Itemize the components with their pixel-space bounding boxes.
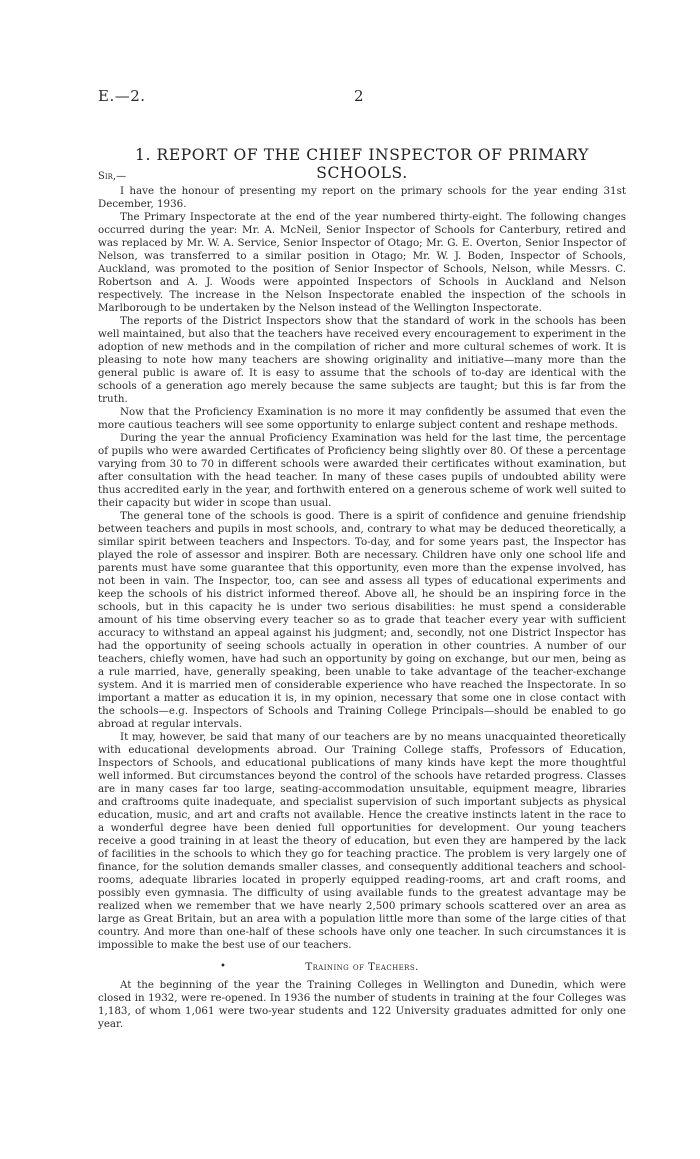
section-marker: • bbox=[220, 961, 227, 972]
paragraph: During the year the annual Proficiency Examination was held for the last time, the percentage of pupils who were awarded Certificates of Proficiency being slightly over 80. Of these a percentage varying from 30 to 70 in different schools were awarded their certificates without examination, but after consultation with the head teacher. In many of these cases pupils of undoubted ability were thus accredited early in the year, and forthwith entered on a generous scheme of work well suited to their capacity but wider in scope than usual. bbox=[98, 432, 626, 509]
report-title: 1. REPORT OF THE CHIEF INSPECTOR OF PRIMARY SCHOOLS. bbox=[135, 146, 589, 182]
paragraph: The reports of the District Inspectors show that the standard of work in the schools has been well maintained, but also that the teachers have received every encouragement to experiment in the adoption of new methods and in the compilation of richer and more cultural schemes of work. It is pleasing to note how many teachers are showing originality and initiative—many more than the general public is aware of. It is easy to assume that the schools of to-day are identical with the schools of a generation ago merely because the same subjects are taught; but this is far from the truth. bbox=[98, 315, 626, 405]
paragraph: The general tone of the schools is good. There is a spirit of confidence and genuine friendship between teachers and pupils in most schools, and, contrary to what may be deduced theoretically, a similar spirit between teachers and Inspectors. To-day, and for some years past, the Inspector has played the role of assessor and inspirer. Both are necessary. Children have only one school life and parents must have some guarantee that this opportunity, even more than the expense involved, has not been in vain. The Inspector, too, can see and assess all types of educational experiments and keep the schools of his district informed thereof. Above all, he should be an inspiring force in the schools, but in this capacity he is under two serious disabilities: he must spend a considerable amount of his time observing every teacher so as to grade that teacher every year with sufficient accuracy to withstand an appeal against his judgment; and, secondly, not one District Inspector has had the opportunity of seeing schools actually in operation in other countries. A number of our teachers, chiefly women, have had such an opportunity by going on exchange, but our men, being as a rule married, have, generally speaking, been unable to take advantage of the teacher-exchange system. And it is married men of considerable experience who have reached the Inspectorate. In so important a matter as education it is, in my opinion, necessary that some one in close contact with the schools—e.g. Inspectors of Schools and Training College Principals—should be enabled to go abroad at regular intervals. bbox=[98, 510, 626, 730]
paragraph: At the beginning of the year the Training Colleges in Wellington and Dunedin, which were closed in 1932, were re-opened. In 1936 the number of students in training at the four Colleges was 1,183, of whom 1,061 were two-year students and 122 University graduates admitted for only one year. bbox=[98, 979, 626, 1030]
section-heading: Training of Teachers. bbox=[305, 961, 419, 973]
paragraph: Now that the Proficiency Examination is no more it may confidently be assumed that even the more cautious teachers will see some opportunity to enlarge subject content and reshape methods. bbox=[98, 406, 626, 431]
section-heading-wrapper bbox=[98, 961, 626, 974]
paragraph: The Primary Inspectorate at the end of the year numbered thirty-eight. The following changes occurred during the year: Mr. A. McNeil, Senior Inspector of Schools for Canterbury, retired and was replaced by Mr. W. A. Service, Senior Inspector of Otago; Mr. G. E. Overton, Senior Inspector of Nelson, was transferred to a similar position in Otago; Mr. W. J. Boden, Inspector of Schools, Auckland, was promoted to the position of Senior Inspector of Schools, Nelson, while Messrs. C. Robertson and A. J. Woods were appointed Inspectors of Schools in Auckland and Nelson respectively. The increase in the Nelson Inspectorate enabled the inspection of the schools in Marlborough to be undertaken by the Nelson instead of the Wellington Inspectorate. bbox=[98, 211, 626, 314]
salutation: Sir,— bbox=[98, 171, 127, 182]
report-body bbox=[98, 170, 626, 1031]
paragraph: I have the honour of presenting my report on the primary schools for the year ending 31st December, 1936. bbox=[98, 185, 626, 210]
paragraph: It may, however, be said that many of our teachers are by no means unacquainted theoretically with educational developments abroad. Our Training College staffs, Professors of Education, Inspectors of Schools, and educational publications of many kinds have kept the more thoughtful well informed. But circumstances beyond the control of the schools have retarded progress. Classes are in many cases far too large, seating-accommodation unsuitable, equipment meagre, libraries and craftrooms quite inadequate, and specialist supervision of such important subjects as physical education, music, and art and crafts not available. Hence the creative instincts latent in the race to a wonderful degree have been denied full opportunities for development. Our young teachers receive a good training in at least the theory of education, but even they are hampered by the lack of facilities in the schools to which they go for teaching practice. The problem is very largely one of finance, for the solution demands smaller classes, and consequently additional teachers and school-rooms, adequate libraries located in properly equipped reading-rooms, art and craft rooms, and possibly even gymnasia. The difficulty of using available funds to the greatest advantage may be realized when we remember that we have nearly 2,500 primary schools scattered over an area as large as Great Britain, but an area with a population little more than some of the large cities of that country. And more than one-half of these schools have only one teacher. In such circumstances it is impossible to make the best use of our teachers. bbox=[98, 731, 626, 951]
series-reference: E.—2. bbox=[98, 87, 146, 105]
page-number: 2 bbox=[354, 87, 364, 105]
